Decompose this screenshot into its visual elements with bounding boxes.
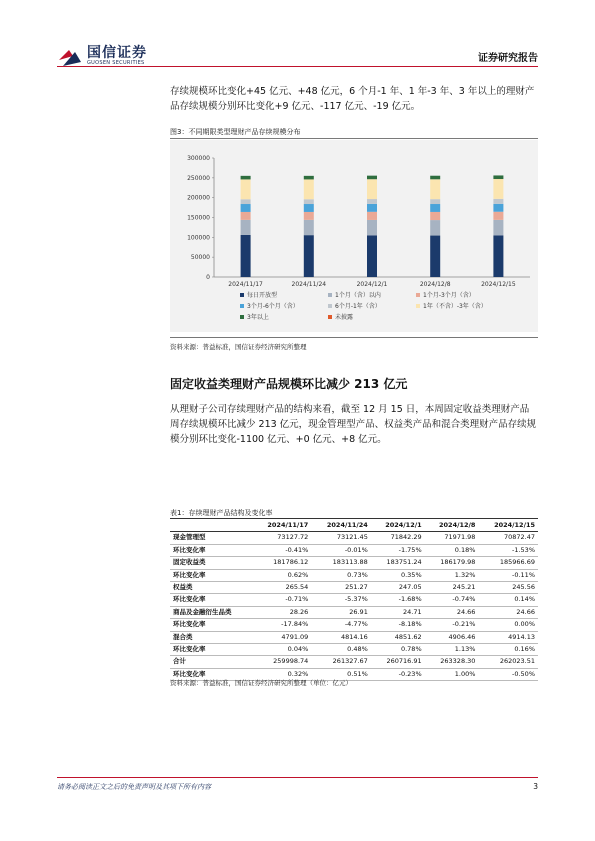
legend-swatch bbox=[328, 315, 332, 319]
report-type-label: 证券研究报告 bbox=[478, 53, 538, 64]
bar-segment bbox=[493, 235, 503, 277]
bar-segment bbox=[367, 220, 377, 235]
value-cell: 71971.98 bbox=[425, 532, 479, 544]
bar-segment bbox=[430, 199, 440, 204]
bar-segment bbox=[367, 204, 377, 212]
row-label-cell: 环比变化率 bbox=[170, 544, 252, 556]
bar-segment bbox=[493, 212, 503, 220]
value-cell: -1.75% bbox=[371, 544, 425, 556]
value-cell: -5.37% bbox=[311, 594, 371, 606]
row-label-cell: 环比变化率 bbox=[170, 569, 252, 581]
value-cell: 0.00% bbox=[478, 619, 538, 631]
value-cell: 71842.29 bbox=[371, 532, 425, 544]
value-cell: -0.41% bbox=[252, 544, 312, 556]
x-tick-label: 2024/12/15 bbox=[481, 281, 516, 288]
x-tick-label: 2024/12/8 bbox=[419, 281, 451, 288]
value-cell: 265.54 bbox=[252, 582, 312, 594]
legend-label: 1个月（含）以内 bbox=[335, 292, 381, 299]
bar-segment bbox=[493, 179, 503, 199]
row-label-cell: 环比变化率 bbox=[170, 594, 252, 606]
value-cell: 24.66 bbox=[478, 606, 538, 618]
value-cell: -17.84% bbox=[252, 619, 312, 631]
legend-label: 3年以上 bbox=[247, 314, 269, 321]
figure-caption-rule bbox=[170, 138, 538, 139]
legend-swatch bbox=[328, 304, 332, 308]
bar-segment bbox=[430, 176, 440, 180]
legend-swatch bbox=[240, 293, 244, 297]
value-cell: 262023.51 bbox=[478, 656, 538, 668]
bar-segment bbox=[241, 212, 251, 220]
bar-segment bbox=[367, 235, 377, 277]
legend-swatch bbox=[416, 304, 420, 308]
legend-label: 6个月-1年（含） bbox=[335, 303, 381, 310]
row-label-cell: 环比变化率 bbox=[170, 668, 252, 680]
bar-segment bbox=[367, 176, 377, 180]
table-row bbox=[170, 569, 538, 581]
table-caption: 表1：存续理财产品结构及变化率 bbox=[170, 509, 273, 517]
bar-segment bbox=[430, 179, 440, 199]
value-cell: 4906.46 bbox=[425, 631, 479, 643]
value-cell: 260716.91 bbox=[371, 656, 425, 668]
value-cell: 0.32% bbox=[252, 668, 312, 680]
bar-segment bbox=[304, 179, 314, 199]
bar-segment bbox=[430, 220, 440, 235]
row-label-cell: 固定收益类 bbox=[170, 557, 252, 569]
bar-segment bbox=[241, 235, 251, 277]
table-source: 资料来源：普益标准，国信证券经济研究所整理（单位：亿元） bbox=[170, 679, 352, 687]
value-cell: 4814.16 bbox=[311, 631, 371, 643]
table-header-cell: 2024/11/24 bbox=[311, 520, 371, 532]
legend-label: 3个月-6个月（含） bbox=[247, 303, 299, 310]
value-cell: 70872.47 bbox=[478, 532, 538, 544]
legend-label: 每日开放型 bbox=[247, 292, 278, 299]
value-cell: 1.32% bbox=[425, 569, 479, 581]
value-cell: 73121.45 bbox=[311, 532, 371, 544]
bar-segment bbox=[430, 236, 440, 277]
legend-swatch bbox=[328, 293, 332, 297]
page-number: 3 bbox=[533, 782, 538, 791]
legend-swatch bbox=[240, 304, 244, 308]
x-tick-label: 2024/11/24 bbox=[291, 281, 327, 288]
table-row bbox=[170, 582, 538, 594]
value-cell: 0.78% bbox=[371, 644, 425, 656]
y-tick-label: 250000 bbox=[187, 174, 210, 182]
y-tick-label: 100000 bbox=[187, 234, 210, 242]
bar-segment bbox=[241, 199, 251, 204]
table-row bbox=[170, 644, 538, 656]
value-cell: 245.21 bbox=[425, 582, 479, 594]
bar-segment bbox=[304, 220, 314, 235]
footer-divider bbox=[57, 777, 538, 778]
figure-caption: 图3：不同期限类型理财产品存续规模分布 bbox=[170, 128, 301, 136]
value-cell: 185966.69 bbox=[478, 557, 538, 569]
value-cell: 245.56 bbox=[478, 582, 538, 594]
bar-segment bbox=[493, 204, 503, 212]
row-label-cell: 合计 bbox=[170, 656, 252, 668]
value-cell: -0.71% bbox=[252, 594, 312, 606]
table-row bbox=[170, 532, 538, 544]
legend-swatch bbox=[240, 315, 244, 319]
row-label-cell: 现金管理型 bbox=[170, 532, 252, 544]
bar-segment bbox=[304, 204, 314, 212]
value-cell: -4.77% bbox=[311, 619, 371, 631]
row-label-cell: 混合类 bbox=[170, 631, 252, 643]
section-paragraph: 从理财子公司存续理财产品的结构来看，截至 12 月 15 日，本周固定收益类理财产品周存续规模环比减少 213 亿元，现金管理型产品、权益类产品和混合类理财产品存续规模分别环比变化-1100 亿元、+0 亿元、+8 亿元。 bbox=[170, 404, 537, 445]
bar-segment bbox=[304, 235, 314, 277]
data-table bbox=[170, 520, 538, 681]
bar-segment bbox=[493, 175, 503, 179]
table-header-cell: 2024/11/17 bbox=[252, 520, 312, 532]
legend-swatch bbox=[416, 293, 420, 297]
figure-source-rule bbox=[170, 337, 538, 338]
value-cell: -1.53% bbox=[478, 544, 538, 556]
table-row bbox=[170, 619, 538, 631]
value-cell: -8.18% bbox=[371, 619, 425, 631]
value-cell: 183751.24 bbox=[371, 557, 425, 569]
value-cell: 186179.98 bbox=[425, 557, 479, 569]
value-cell: -0.11% bbox=[478, 569, 538, 581]
row-label-cell: 环比变化率 bbox=[170, 644, 252, 656]
value-cell: 0.62% bbox=[252, 569, 312, 581]
value-cell: 24.71 bbox=[371, 606, 425, 618]
y-tick-label: 300000 bbox=[187, 155, 210, 162]
value-cell: 73127.72 bbox=[252, 532, 312, 544]
y-tick-label: 200000 bbox=[187, 194, 210, 202]
legend-label: 1年（不含）-3年（含） bbox=[423, 303, 487, 310]
figure-source: 资料来源：普益标准，国信证券经济研究所整理 bbox=[170, 343, 307, 351]
value-cell: 183113.88 bbox=[311, 557, 371, 569]
value-cell: -1.68% bbox=[371, 594, 425, 606]
table-top-rule bbox=[170, 518, 538, 519]
value-cell: 0.16% bbox=[478, 644, 538, 656]
intro-paragraph: 存续规模环比变化+45 亿元、+48 亿元，6 个月-1 年、1 年-3 年、3 年以上的理财产品存续规模分别环比变化+9 亿元、-117 亿元、-19 亿元。 bbox=[170, 86, 535, 112]
bar-segment bbox=[304, 199, 314, 204]
logo-name-cn: 国信证券 bbox=[87, 45, 147, 61]
bar-segment bbox=[367, 179, 377, 199]
row-label-cell: 环比变化率 bbox=[170, 619, 252, 631]
value-cell: -0.21% bbox=[425, 619, 479, 631]
value-cell: 4851.62 bbox=[371, 631, 425, 643]
value-cell: 181786.12 bbox=[252, 557, 312, 569]
chart-canvas bbox=[170, 140, 538, 332]
table-row bbox=[170, 557, 538, 569]
value-cell: 261327.67 bbox=[311, 656, 371, 668]
value-cell: 28.26 bbox=[252, 606, 312, 618]
value-cell: 0.51% bbox=[311, 668, 371, 680]
bar-segment bbox=[430, 204, 440, 212]
value-cell: 1.13% bbox=[425, 644, 479, 656]
table-row bbox=[170, 594, 538, 606]
value-cell: 1.00% bbox=[425, 668, 479, 680]
value-cell: 0.35% bbox=[371, 569, 425, 581]
value-cell: -0.01% bbox=[311, 544, 371, 556]
value-cell: 4791.09 bbox=[252, 631, 312, 643]
value-cell: 0.48% bbox=[311, 644, 371, 656]
bar-segment bbox=[304, 212, 314, 220]
value-cell: -0.74% bbox=[425, 594, 479, 606]
value-cell: 259998.74 bbox=[252, 656, 312, 668]
value-cell: 263328.30 bbox=[425, 656, 479, 668]
y-tick-label: 0 bbox=[206, 274, 210, 281]
table-row bbox=[170, 606, 538, 618]
value-cell: 0.14% bbox=[478, 594, 538, 606]
value-cell: -0.50% bbox=[478, 668, 538, 680]
bar-segment bbox=[241, 204, 251, 212]
row-label-cell: 商品及金融衍生品类 bbox=[170, 606, 252, 618]
table-row bbox=[170, 656, 538, 668]
value-cell: 247.05 bbox=[371, 582, 425, 594]
value-cell: 0.04% bbox=[252, 644, 312, 656]
table-header-cell: 2024/12/15 bbox=[478, 520, 538, 532]
value-cell: 0.73% bbox=[311, 569, 371, 581]
legend-label: 1个月-3个月（含） bbox=[423, 292, 475, 299]
value-cell: 251.27 bbox=[311, 582, 371, 594]
y-tick-label: 150000 bbox=[187, 214, 210, 222]
company-logo bbox=[57, 42, 167, 72]
table-row bbox=[170, 631, 538, 643]
row-label-cell: 权益类 bbox=[170, 582, 252, 594]
logo-name-en: GUOSEN SECURITIES bbox=[87, 60, 145, 66]
value-cell: 24.66 bbox=[425, 606, 479, 618]
stacked-bar-chart bbox=[170, 140, 538, 332]
bar-segment bbox=[493, 199, 503, 204]
x-tick-label: 2024/11/17 bbox=[228, 281, 263, 288]
value-cell: 0.18% bbox=[425, 544, 479, 556]
table-row bbox=[170, 544, 538, 556]
y-tick-label: 50000 bbox=[190, 254, 210, 262]
bar-segment bbox=[241, 176, 251, 180]
x-tick-label: 2024/12/1 bbox=[356, 281, 388, 288]
bar-segment bbox=[430, 212, 440, 220]
table-header-cell: 2024/12/1 bbox=[371, 520, 425, 532]
bar-segment bbox=[241, 220, 251, 235]
header-divider bbox=[57, 66, 538, 67]
bar-segment bbox=[367, 199, 377, 204]
section-title: 固定收益类理财产品规模环比减少 213 亿元 bbox=[170, 377, 408, 391]
bar-segment bbox=[367, 212, 377, 220]
value-cell: 26.91 bbox=[311, 606, 371, 618]
table-header-cell bbox=[170, 520, 252, 532]
value-cell: 4914.13 bbox=[478, 631, 538, 643]
footer-disclaimer: 请务必阅读正文之后的免责声明及其项下所有内容 bbox=[57, 783, 211, 791]
bar-segment bbox=[493, 220, 503, 235]
bar-segment bbox=[241, 179, 251, 199]
table-header-cell: 2024/12/8 bbox=[425, 520, 479, 532]
bar-segment bbox=[304, 176, 314, 180]
value-cell: -0.23% bbox=[371, 668, 425, 680]
legend-label: 未披露 bbox=[335, 314, 354, 321]
